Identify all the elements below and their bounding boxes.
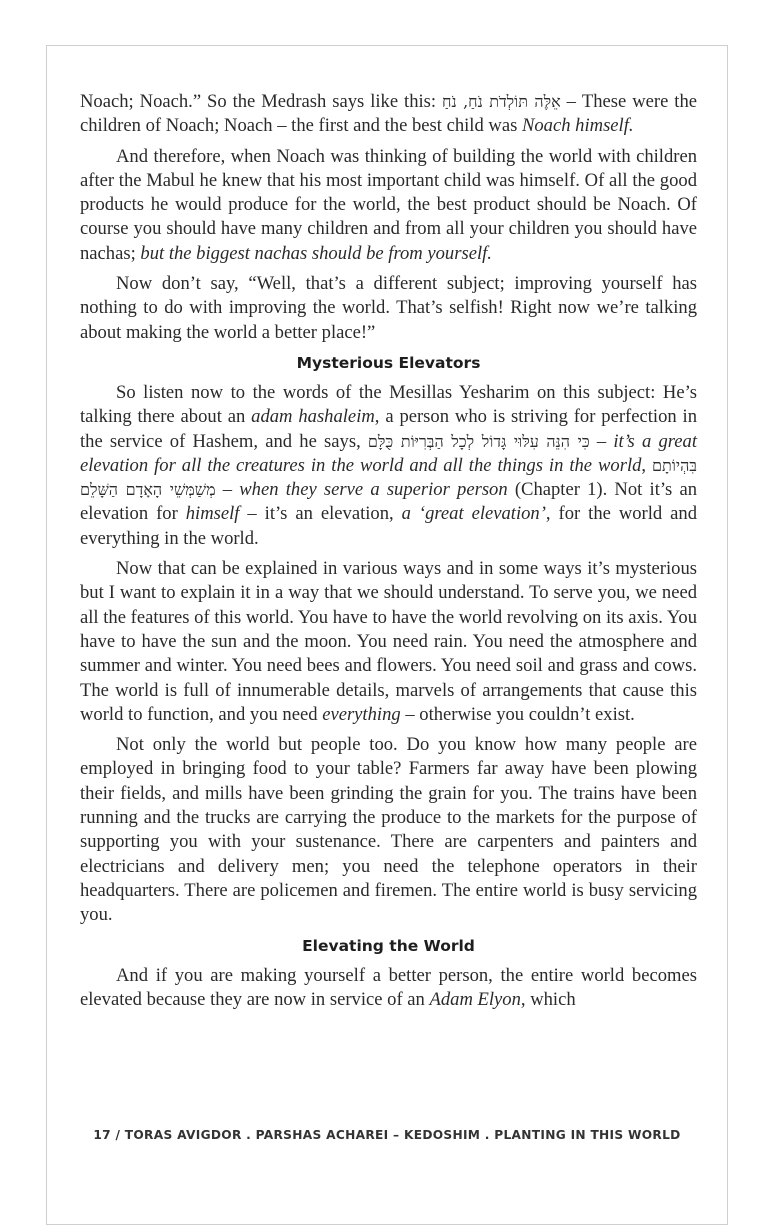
section-heading: Elevating the World [302,936,475,955]
text-run: – These were the children of Noach; Noach – the first and the best child was [80,91,697,137]
paragraph [80,90,697,139]
italic-text: himself [185,503,240,525]
section-heading: Mysterious Elevators [296,353,481,372]
hebrew-quote: בִּהְיוֹתָם מְשַׁמְּשֵׁי הָאָדָם הַשָּׁלֵם [80,455,697,500]
body-text [80,90,697,1018]
italic-text: a ‘great elevation’ [401,503,546,525]
italic-text: Noach himself. [521,115,634,137]
text-run: Now don’t say, “Well, that’s a different subject; improving yourself has nothing to do with improving the world. That’s selfish! Right now we’re talking about making the world a better place!” [80,273,697,343]
text-run: – otherwise you couldn’t exist. [400,703,635,725]
text-run: Not only the world but people too. Do you know how many people are employed in bringing food to your table? Farmers far away have been plowing their fields, and mills have been grinding the grain for you. The trains have been running and the trucks are carrying the produce to the markets for the purpose of supporting you with your sustenance. There are carpenters and painters and electricians and delivery men; you need the telephone operators in their headquarters. There are policemen and firemen. The entire world is busy servicing you. [80,734,697,926]
text-run: Noach; Noach.” So the Medrash says like this: [80,91,443,112]
italic-text: but the biggest nachas should be from yourself. [140,242,492,264]
text-run: (Chapter 1). Not it’s an elevation for [80,479,698,525]
paragraph [80,964,697,1013]
italic-text: when they serve a superior person [239,479,508,501]
paragraph [80,733,697,927]
text-run: And therefore, when Noach was thinking of building the world with children after the Mabul he knew that his most important child was himself. Of all the good products he would produce for the world, the best product should be Noach. Of course you should have many children and from all your children you should have nachas; [80,145,697,264]
italic-text: Adam Elyon [429,988,521,1010]
page-footer: 17 / TORAS AVIGDOR . PARSHAS ACHAREI – KEDOSHIM . PLANTING IN THIS WORLD [93,1128,681,1142]
italic-text: it’s a great elevation for all the creatures in the world and all the things in the world [80,430,697,476]
text-run: – it’s an elevation, [239,503,402,525]
paragraph [80,272,697,345]
paragraph [80,557,697,727]
text-run: So listen now to the words of the Mesillas Yesharim on this subject: He’s talking there about an [80,381,697,428]
text-run: – [589,430,614,452]
text-run: , [641,454,653,476]
text-run: , which [520,988,576,1010]
text-run: Now that can be explained in various ways and in some ways it’s mysterious but I want to explain it in a way that we should understand. To serve you, we need all the features of this world. You have to have the world revolving on its axis. You have to have the sun and the moon. You need rain. You need the atmosphere and summer and winter. You need bees and flowers. You need soil and grass and cows. The world is full of innumerable details, marvels of arrangements that cause this world to function, and you need [80,558,697,725]
italic-text: everything [322,703,401,725]
hebrew-quote: כִּי הִנֵּה עִלּוּי גָּדוֹל לְכָל הַבְּרִיּוֹת כֻּלָּם [367,431,590,451]
hebrew-quote: אֵלֶּה תּוֹלְדֹת נֹחַ, נֹחַ [442,92,561,111]
paragraph [80,145,697,266]
text-run: And if you are making yourself a better person, the entire world becomes elevated because they are now in service of an [80,964,697,1010]
italic-text: adam hashaleim [251,406,375,428]
page [46,45,728,1225]
text-run: – [215,479,240,501]
text-run: , a person who is striving for perfection in the service of Hashem, and he says, [80,406,697,452]
paragraph [80,381,697,551]
text-run: , for the world and everything in the world. [80,503,698,549]
